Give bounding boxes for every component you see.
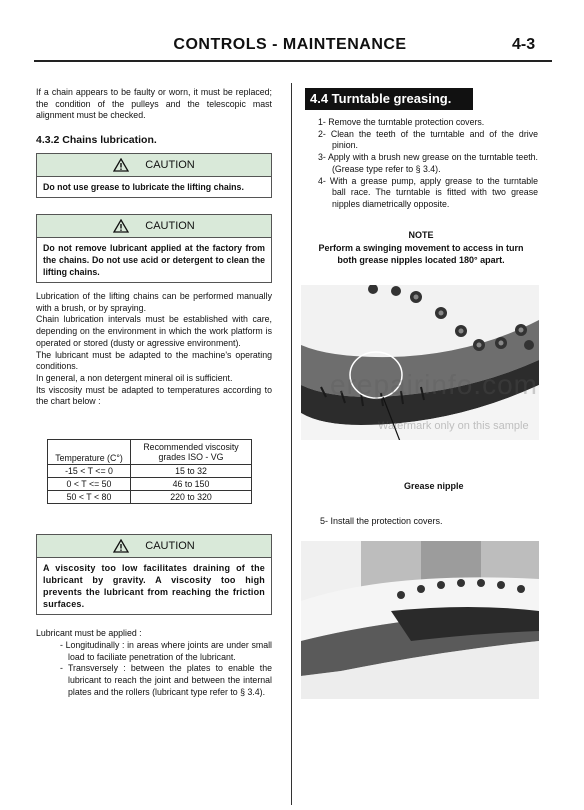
step-item: 2- Clean the teeth of the turntable and of the drive pinion. <box>318 128 538 151</box>
body-paragraph: Chain lubrication intervals must be established with care, depending on the environment in which the work platform is operated or stored (dusty or agressive environment). <box>36 314 272 348</box>
table-cell: 0 < T <= 50 <box>48 478 131 491</box>
table-header-cell: Recommended viscosity grades ISO - VG <box>131 440 252 465</box>
table-header-row <box>48 440 252 465</box>
header-rule <box>34 60 552 62</box>
table-cell: 15 to 32 <box>131 465 252 478</box>
table-cell: 46 to 150 <box>131 478 252 491</box>
step-item: 1- Remove the turntable protection covers. <box>318 117 485 127</box>
table-row <box>48 465 252 478</box>
watermark-sub: Watermark only on this sample <box>378 420 529 432</box>
table-cell: -15 < T <= 0 <box>48 465 131 478</box>
table-cell: 220 to 320 <box>131 491 252 504</box>
page-header-title: CONTROLS - MAINTENANCE <box>173 36 407 53</box>
section-title-turntable-greasing: 4.4 Turntable greasing. <box>305 88 473 110</box>
page-number: 4-3 <box>512 36 536 53</box>
turntable-photo <box>301 285 539 440</box>
lubrication-body <box>36 291 272 408</box>
caution-box-lubricant <box>36 214 272 283</box>
caution-header <box>37 154 271 177</box>
table-cell: 50 < T < 80 <box>48 491 131 504</box>
step-item: 3- Apply with a brush new grease on the turntable teeth. (Grease type refer to § 3.4). <box>318 152 538 174</box>
turntable-cover-photo <box>301 541 539 699</box>
table-row <box>48 478 252 491</box>
caution-text: Do not use grease to lubricate the lifting chains. <box>43 182 244 192</box>
step-item: 5- Install the protection covers. <box>320 516 443 526</box>
note-title: NOTE <box>408 230 434 240</box>
caution-label: CAUTION <box>145 220 195 232</box>
body-paragraph: Its viscosity must be adapted to temperatures according to the chart below : <box>36 384 272 407</box>
watermark: erepairinfo.com <box>330 369 538 400</box>
intro-paragraph: If a chain appears to be faulty or worn, it must be replaced; the condition of the pulleys and the telescopic mast alignment must be checked. <box>36 87 272 121</box>
photo-callout-grease-nipple: Grease nipple <box>404 481 464 491</box>
list-item: - Longitudinally : in areas where joints are under small load to faciliate penetration of the lubricant. <box>60 640 272 662</box>
caution-header <box>37 215 271 238</box>
steps-list <box>318 117 538 211</box>
table-row <box>48 491 252 504</box>
applied-list <box>60 640 272 699</box>
caution-box-viscosity <box>36 534 272 615</box>
body-paragraph: Lubrication of the lifting chains can be performed manually with a brush, or by spraying. <box>36 291 272 313</box>
section-title-chains-lubrication: 4.3.2 Chains lubrication. <box>36 134 157 146</box>
warning-triangle-icon <box>113 158 129 172</box>
warning-triangle-icon <box>113 539 129 553</box>
warning-triangle-icon <box>113 219 129 233</box>
column-divider <box>291 83 292 805</box>
caution-header <box>37 535 271 558</box>
caution-text: A viscosity too low facilitates draining of the lubricant by gravity. A viscosity too high prevents the lubricant from reaching the friction surfaces. <box>43 563 265 609</box>
caution-label: CAUTION <box>145 159 195 171</box>
step-item: 4- With a grease pump, apply grease to the turntable ball race. The turntable is fitted with two grease nipples diametrically opposite. <box>318 175 538 209</box>
note-text: Perform a swinging movement to access in turn both grease nipples located 180° apart. <box>318 243 524 265</box>
caution-box-grease <box>36 153 272 198</box>
caution-text: Do not remove lubricant applied at the factory from the chains. Do not use acid or detergent to clean the lifting chains. <box>43 243 265 277</box>
viscosity-table <box>47 439 252 504</box>
body-paragraph: The lubricant must be adapted to the machine's operating conditions. <box>36 349 272 372</box>
caution-label: CAUTION <box>145 540 195 552</box>
body-paragraph: In general, a non detergent mineral oil is sufficient. <box>36 372 233 383</box>
table-header-cell: Temperature (C°) <box>48 440 131 465</box>
applied-title: Lubricant must be applied : <box>36 628 142 638</box>
list-item: - Transversely : between the plates to enable the lubricant to reach the joint and between the internal plates and the rollers (lubricant type refer to § 3.4). <box>60 663 272 697</box>
